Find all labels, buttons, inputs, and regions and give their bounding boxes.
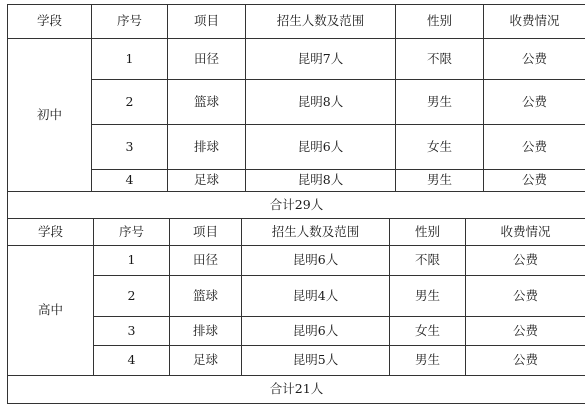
header-quota: 招生人数及范围 <box>242 219 390 246</box>
number-cell: 2 <box>94 276 170 317</box>
sport-cell: 篮球 <box>170 276 242 317</box>
gender-cell: 男生 <box>390 276 466 317</box>
table-row <box>8 39 585 80</box>
gender-cell: 不限 <box>390 246 466 276</box>
total-cell: 合计29人 <box>8 192 585 219</box>
fee-cell: 公费 <box>466 317 585 346</box>
number-cell: 4 <box>92 170 168 192</box>
number-cell: 4 <box>94 346 170 376</box>
sport-cell: 排球 <box>170 317 242 346</box>
gender-cell: 男生 <box>396 80 484 125</box>
sport-cell: 足球 <box>168 170 246 192</box>
gender-cell: 女生 <box>396 125 484 170</box>
sport-cell: 田径 <box>170 246 242 276</box>
header-stage: 学段 <box>8 219 94 246</box>
fee-cell: 公费 <box>484 125 585 170</box>
sport-cell: 田径 <box>168 39 246 80</box>
quota-cell: 昆明8人 <box>246 170 396 192</box>
total-row <box>8 192 585 219</box>
gender-cell: 男生 <box>390 346 466 376</box>
header-row <box>8 219 585 246</box>
header-number: 序号 <box>94 219 170 246</box>
fee-cell: 公费 <box>484 80 585 125</box>
header-fee: 收费情况 <box>484 5 585 39</box>
header-gender: 性别 <box>390 219 466 246</box>
quota-cell: 昆明7人 <box>246 39 396 80</box>
gender-cell: 不限 <box>396 39 484 80</box>
header-stage: 学段 <box>8 5 92 39</box>
stage-cell: 高中 <box>8 246 94 376</box>
table-row <box>8 346 585 376</box>
number-cell: 3 <box>92 125 168 170</box>
sport-cell: 排球 <box>168 125 246 170</box>
fee-cell: 公费 <box>484 170 585 192</box>
quota-cell: 昆明6人 <box>246 125 396 170</box>
fee-cell: 公费 <box>484 39 585 80</box>
sport-cell: 足球 <box>170 346 242 376</box>
header-sport: 项目 <box>170 219 242 246</box>
fee-cell: 公费 <box>466 346 585 376</box>
sport-cell: 篮球 <box>168 80 246 125</box>
number-cell: 1 <box>92 39 168 80</box>
total-row <box>8 376 585 404</box>
header-fee: 收费情况 <box>466 219 585 246</box>
table-row <box>8 276 585 317</box>
gender-cell: 男生 <box>396 170 484 192</box>
quota-cell: 昆明4人 <box>242 276 390 317</box>
table-row <box>8 317 585 346</box>
quota-cell: 昆明6人 <box>242 317 390 346</box>
number-cell: 3 <box>94 317 170 346</box>
quota-cell: 昆明8人 <box>246 80 396 125</box>
number-cell: 2 <box>92 80 168 125</box>
table-row <box>8 80 585 125</box>
table-row <box>8 246 585 276</box>
gender-cell: 女生 <box>390 317 466 346</box>
senior-high-table <box>7 218 585 404</box>
header-sport: 项目 <box>168 5 246 39</box>
table-row <box>8 125 585 170</box>
fee-cell: 公费 <box>466 276 585 317</box>
header-row <box>8 5 585 39</box>
number-cell: 1 <box>94 246 170 276</box>
quota-cell: 昆明5人 <box>242 346 390 376</box>
header-quota: 招生人数及范围 <box>246 5 396 39</box>
quota-cell: 昆明6人 <box>242 246 390 276</box>
header-gender: 性别 <box>396 5 484 39</box>
total-cell: 合计21人 <box>8 376 585 404</box>
table-row <box>8 170 585 192</box>
stage-cell: 初中 <box>8 39 92 192</box>
fee-cell: 公费 <box>466 246 585 276</box>
junior-high-table <box>7 4 585 219</box>
header-number: 序号 <box>92 5 168 39</box>
